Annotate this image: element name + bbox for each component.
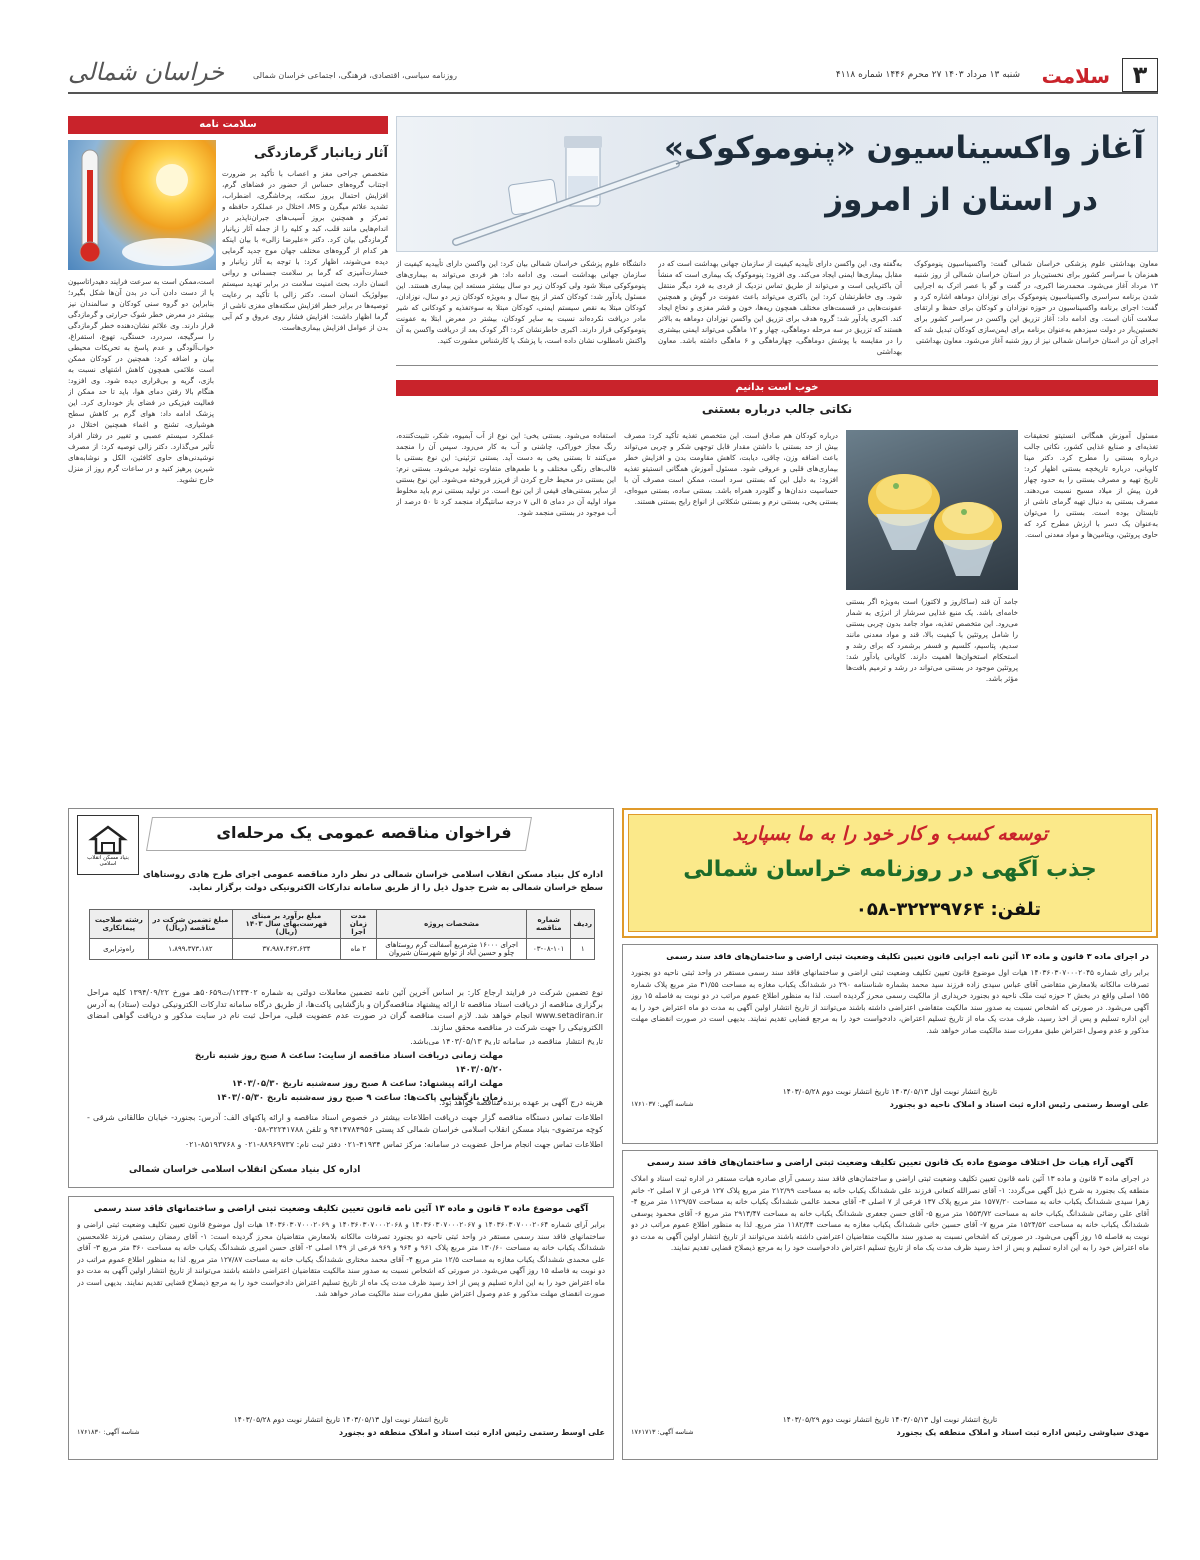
tender-contact [87,1097,603,1159]
promo-phone [856,899,1041,920]
table-cell: ۳۷،۹۸۷،۴۶۳،۶۳۴ [233,939,341,960]
salamat-nameh-header: سلامت نامه [68,116,388,134]
lead-col-2: به‌گفته وی، این واکسن دارای تأییدیه کیفیت از سازمان جهانی بهداشت است که در مقابل بیماری‌ها ایمنی ایجاد می‌کند. وی افزود: پنوموکوک یک بیماری است که منشأ آن باکتریایی است و می‌تواند از طریق تماس نزدیک از فردی به فرد دیگر منتقل شود. وی خاطرنشان کرد: این باکتری می‌تواند باعث عفونت در گوش و همچنین عفونت‌هایی در قسمت‌های مختلف همچون ریه‌ها، خون و قشر مغزی و نخاع ایجاد کند. اکبری یادآور شد: گروه هدف برای تزریق این واکسن نوزادان دوماهه به بالاتر هستند که تزریق در سه مرحله دوماهگی، چهار و ۱۲ ماهگی می‌تواند ایمنی بیشتری را در مقایسه با پوشش دوماهگی، چهارماهگی و ۶ ماهگی داشته باشد. معاون بهداشتی [658,259,902,356]
notice-code: شناسه آگهی: ۱۷۶۱۸۳۰ [77,1428,140,1436]
table-row [90,939,595,960]
notice-registry-1 [622,944,1158,1144]
col-header: شماره مناقصه [527,910,571,939]
housing-foundation-logo [77,815,139,875]
phone-label: تلفن: [990,899,1041,920]
masthead [68,58,1158,94]
deadline-docs: مهلت زمانی دریافت اسناد مناقصه از سایت: ساعت ۸ صبح روز شنبه تاریخ ۱۴۰۳/۰۵/۲۰ [195,1051,503,1075]
notice-signature: مهدی سیاوشی رئیس اداره ثبت اسناد و املاک منطقه یک بجنورد [896,1428,1149,1437]
lead-headline-1: آغاز واکسیناسیون «پنوموکوک» [664,130,1144,166]
page-number-box [1122,58,1158,92]
phone-number: ۳۲۲۳۹۷۶۴-۰۵۸ [855,899,985,920]
deadline-bid: مهلت ارائه پیشنهاد: ساعت ۸ صبح روز سه‌شنبه تاریخ ۱۴۰۳/۰۵/۳۰ [231,1079,503,1089]
table-cell: ۰۳-۰۸-۱۰۱ [527,939,571,960]
logo-caption: بنیاد مسکن انقلاب اسلامی [87,855,129,867]
vaccine-illustration [436,124,696,249]
promo-line-2: جذب آگهی در روزنامه خراسان شمالی [683,857,1097,882]
notice-body: در اجرای ماده ۳ قانون و ماده ۱۳ آئین نامه قانون تعیین تکلیف وضعیت ثبتی اراضی و ساختمان‌های فاقد سند رسمی آرای صادره هیات مستقر در اداره ثبت اسناد و املاک منطقه یک بجنورد به شرح ذیل آگهی می‌گردد: ۱- آقای نصرالله کنعانی فرزند علی ششدانگ یکباب خانه به مساحت ۲۱۲/۹۹ متر مربع پلاک ۱۲۷ فرعی از ۷ اصلی ۲- خانم زهرا سیدی ششدانگ یکباب خانه به مساحت ۱۵۷۷/۲۰ متر مربع پلاک ۱۳۷ فرعی از ۷ اصلی ۳- آقای محمد عالمی ششدانگ یکباب خانه به مساحت ۱۱۲۹/۵۷ متر مربع ۴- آقای علی رضائی ششدانگ یکباب خانه به مساحت ۱۵۵۳/۷۲ متر مربع ۵- آقای حسن جعفری ششدانگ یکباب خانه به مساحت ۲۹۱۳/۴۷ متر مربع ۶- آقای محمود یوسفی ششدانگ یکباب خانه به مساحت ۱۵۲۴/۵۲ متر مربع ۷- آقای حسین خانی ششدانگ یکباب مغازه به مساحت ۱۱۸۲/۴۴ متر مربع. لذا به منظور اطلاع عموم مراتب در دو نوبت به فاصله ۱۵ روز آگهی می‌شود. در صورتی که اشخاص نسبت به صدور سند مالکیت متقاضیان اعتراضی داشته باشند می‌توانند از تاریخ انتشار اولین آگهی به مدت دو ماه اعتراض خود را به این اداره تسلیم و پس از اخذ رسید ظرف مدت یک ماه از تاریخ تسلیم اعتراض دادخواست خود را به مرجع ذیصلاح قضایی تقدیم نمایند. [631,1174,1149,1252]
sun-icon [156,164,188,196]
ice-cream-photo [846,430,1018,590]
notice-signature: علی اوسط رستمی رئیس اداره ثبت اسناد و املاک منطقه دو بجنورد [338,1428,605,1437]
ad-promo-inner [628,814,1152,932]
nutrition-col-4: استفاده می‌شود. بستنی یخی: این نوع از آب آبمیوه، شکر، تثبیت‌کننده، رنگ مجاز خوراکی، چاشنی و آب به کار می‌رود. سپس آن را منجمد می‌کنند تا بستنی یخی به دست آید. بستنی تزئینی: این نوع بستنی با قالب‌های رنگی مختلف و با طعم‌های متفاوت تولید می‌شود. بستنی نرم: این بستنی در محیط خارج کردن از فریزر فروخته می‌شود. این نوع بستنی از سایر بستنی‌های قیفی از این نوع است. در تولید بستنی نرم باید مخلوط مواد اولیه آن در دمای ۵ الی ۷ درجه سانتیگراد منجمد کرد تا ۵۰ درصد از آب موجود در بستنی منجمد شود. [396,431,616,517]
tender-note: تاریخ انتشار مناقصه در سامانه تاریخ ۱۴۰۳/۰۵/۱۳ می‌باشد. [410,1037,603,1045]
salamat-nameh [68,116,388,800]
col-header: مبلغ برآورد بر مبنای فهرست‌بهای سال ۱۴۰۳ (ریال) [233,910,341,939]
tender-footer-note: اطلاعات تماس جهت انجام مراحل عضویت در سامانه: مرکز تماس ۴۱۹۳۴-۰۲۱ دفتر ثبت نام: ۸۸۹۶۹۷۳۷-۰۲۱ و ۸۵۱۹۳۷۶۸-۰۲۱ [184,1140,603,1149]
nutrition-article [396,380,1158,800]
cloud-icon [122,238,214,266]
lead-headline-2: در استان از امروز [825,182,1098,218]
notice-title: آگهی آراء هیات حل اختلاف موضوع ماده یک قانون تعیین تکلیف وضعیت ثبتی اراضی و ساختمان‌های فاقد سند رسمی [646,1158,1134,1168]
lead-article [396,116,1158,366]
tender-ad [68,808,614,1188]
newspaper-logo: خراسان شمالی [68,58,225,86]
tender-signature: اداره کل بنیاد مسکن انقلاب اسلامی خراسان شمالی [129,1165,361,1175]
tender-title: فراخوان مناقصه عمومی یک مرحله‌ای [216,823,512,842]
notice-signature: علی اوسط رستمی رئیس اداره ثبت اسناد و املاک ناحیه دو بجنورد [889,1100,1149,1109]
table-cell: اجرای ۱۶۰۰۰ مترمربع آسفالت گرم روستاهای چلو و حسین آباد از توابع شهرستان شیروان [377,939,527,960]
notice-code: شناسه آگهی: ۱۷۶۱۰۳۷ [631,1100,694,1108]
page-number: ۳ [1132,61,1148,89]
notice-body: برابر آرای شماره ۱۴۰۳۶۰۳۰۷۰۰۰۲۰۶۴ و ۱۴۰۳۶۰۳۰۷۰۰۰۲۰۶۷ و ۱۴۰۳۶۰۳۰۷۰۰۰۲۰۶۸ و ۱۴۰۳۶۰۳۰۷۰۰۰۲۰۶۹ هیات اول موضوع قانون تعیین تکلیف وضعیت ثبتی اراضی و ساختمانهای فاقد سند رسمی مستقر در واحد ثبتی ناحیه دو بجنورد تصرفات مالکانه بلامعارض متقاضیان محرز گردیده است: ۱- آقای رمضان رستمی فرزند غلامحسین ششدانگ یکباب خانه به مساحت ۱۳۰/۶۰ متر مربع پلاک ۹۶۱ و ۹۶۴ و ۹۶۹ فرعی از ۱۴۹ اصلی ۲- آقای حسن امیری ششدانگ یکباب خانه به مساحت ۳۶۰ متر مربع ۳- آقای علی محمدی ششدانگ یکباب مغازه به مساحت ۱۲/۵ متر مربع ۴- آقای محمد مختاری ششدانگ یکباب خانه به مساحت ۱۲۷/۸۷ متر مربع. لذا به منظور اطلاع عموم مراتب در دو نوبت به فاصله ۱۵ روز آگهی می‌شود. در صورتی که اشخاص نسبت به صدور سند مالکیت متقاضیان اعتراضی داشته باشند می‌توانند از تاریخ انتشار اولین آگهی به مدت دو ماه اعتراض خود را به این اداره تسلیم و پس از اخذ رسید ظرف مدت یک ماه از تاریخ تسلیم اعتراض دادخواست خود را به مرجع ذیصلاح قضایی تقدیم نمایند. بدیهی است در صورت انقضای مهلت مذکور و عدم وصول اعتراض طبق مقررات سند مالکیت صادر خواهد شد. [77,1220,605,1298]
notice-code: شناسه آگهی: ۱۷۶۱۷۱۳ [631,1428,694,1436]
deadline-opening: زمان بازگشایی پاکت‌ها: ساعت ۹ صبح روز سه‌شنبه تاریخ ۱۴۰۳/۰۵/۳۰ [216,1093,503,1103]
col-header: ردیف [571,910,595,939]
notice-title: در اجرای ماده ۳ قانون و ماده ۱۳ آئین نامه اجرایی قانون تعیین تکلیف وضعیت ثبتی اراضی و ساختمان‌های فاقد سند رسمی [666,952,1149,961]
col-header: مبلغ تضمین شرکت در مناقصه (ریال) [148,910,232,939]
lead-col-1: معاون بهداشتی علوم پزشکی خراسان شمالی گفت: واکسیناسیون پنوموکوک همزمان با سراسر کشور برای نخستین‌بار در استان خراسان شمالی از روز شنبه ۱۳ مرداد آغاز می‌شود. محمدرضا اکبری، در گفت و گو با عصر اترک به اجرایی شدن برنامه سراسری واکسیناسیون پنوموکوک برای نوزادان دوماهه اشاره کرد و گفت: اجرای برنامه واکسیناسیون در حوزه نوزادان و کودکان برای حفظ و ارتقای سلامت آنان است. وی ادامه داد: آغاز تزریق این واکسن در سراسر کشور برای نخستین‌بار در دولت سیزدهم به‌عنوان برنامه برای ایمن‌سازی کودکان تبدیل شد که اجرای آن در استان خراسان شمالی نیز از روز شنبه آغاز می‌شود. معاون بهداشتی [914,259,1158,345]
notice-dates: تاریخ انتشار نوبت اول ۱۴۰۳/۰۵/۱۳ تاریخ انتشار نوبت دوم ۱۴۰۳/۰۵/۲۹ [782,1415,998,1424]
notice-title: آگهی موضوع ماده ۳ قانون و ماده ۱۳ آئین نامه قانون تعیین تکلیف وضعیت ثبتی اراضی و ساختمانهای فاقد سند رسمی [93,1204,589,1214]
newspaper-tagline: روزنامه سیاسی، اقتصادی، فرهنگی، اجتماعی خراسان شمالی [253,71,457,80]
notice-registry-3 [68,1196,614,1460]
heat-thermometer-photo [68,140,216,270]
nutrition-col-1: مسئول آموزش همگانی انستیتو تحقیقات تغذیه‌ای و صنایع غذایی کشور، نکاتی جالب درباره بستنی را مطرح کرد. دکتر مینا کاویانی، درباره تاریخچه بستنی اظهار کرد: تاریخ تهیه و مصرف بستنی را به حدود چهار قرن پیش از میلاد مسیح نسبت می‌دهند. مصرف بستنی به دنبال تهیه گرمای ناشی از تابستان بوده است. بستنی را می‌توان به‌عنوان یک دسر با ارزش مطرح کرد که حاوی پروتئین، ویتامین‌ها و مواد معدنی است. [1024,431,1158,539]
nutrition-header: خوب است بدانیم [396,380,1158,396]
tender-table [89,909,595,960]
table-cell: ۱،۸۹۹،۳۷۳،۱۸۲ [148,939,232,960]
table-cell: ۲ ماه [340,939,376,960]
ad-promo-box [622,808,1158,938]
table-cell: ۱ [571,939,595,960]
tender-table-header-row [90,910,595,939]
issue-date-line: شنبه ۱۳ مرداد ۱۴۰۳ ۲۷ محرم ۱۴۴۶ شماره ۴۱۱۸ [835,70,1020,80]
tender-footer-note: اطلاعات تماس دستگاه مناقصه گزار جهت دریافت اطلاعات بیشتر در خصوص اسناد مناقصه و ارائه پاکتهای الف: آدرس: بجنورد- خیابان طالقانی شرقی - کوچه مرتضوی- بنیاد مسکن انقلاب اسلامی خراسان شمالی کد پستی ۹۴۱۴۷۸۴۹۵۶ و تلفن ۳۲۲۴۱۷۸۸-۰۵۸ [87,1113,603,1134]
promo-line-1: توسعه کسب و کار خود را به ما بسپارید [732,823,1048,845]
nutrition-col-2: جامد آن قند (ساکاروز و لاکتوز) است به‌ویژه اگر بستنی خامه‌ای باشد. یک منبع غذایی سرشار از انرژی به شمار می‌رود. این متخصص تغذیه، مواد جامد بدون چربی بستنی را شامل پروتئین با کیفیت بالا، قند و مواد معدنی مانند سدیم، پتاسیم، کلسیم و فسفر برشمرد که برای رشد و استحکام استخوان‌ها اهمیت دارند. کاویانی یادآور شد: پروتئین موجود در بستنی می‌تواند در رشد و ترمیم بافت‌ها مؤثر باشد. [846,597,1018,683]
nutrition-col-3: درباره کودکان هم صادق است. این متخصص تغذیه تأکید کرد: مصرف بیش از حد بستنی با داشتن مقدار قابل توجهی شکر و چربی می‌تواند باعث اضافه وزن، چاقی، دیابت، کاهش مقاومت بدن و افزایش خطر بیماری‌های قلبی و عروقی شود. مسئول آموزش همگانی انستیتو تغذیه افزود: به دلیل این که بستنی سرد است، ممکن است مصرف آن با حساسیت دندان‌ها و گلودرد همراه باشد. بستنی ساده، بستنی میوه‌ای، بستنی یخی، بستنی نرم و بستنی شکلاتی از انواع رایج بستنی هستند. [624,431,838,506]
col-header: مشخصات پروژه [377,910,527,939]
notice-body: برابر رای شماره ۱۴۰۳۶۰۳۰۷۰۰۰۲۰۴۵ هیات اول موضوع قانون تعیین تکلیف وضعیت ثبتی اراضی و ساختمانهای فاقد سند رسمی مستقر در واحد ثبتی ناحیه دو بجنورد تصرفات مالکانه بلامعارض متقاضی آقای عباس سیدی زاده فرزند سید محمد بشماره شناسنامه ۲۹۰ در ششدانگ یکباب مغازه به مساحت ۳۱/۵۵ متر مربع پلاک شماره ۱۵۵ اصلی واقع در بخش ۲ حوزه ثبت ملک ناحیه دو بجنورد خریداری از مالکیت رسمی محرز گردیده است. لذا به منظور اطلاع عموم مراتب در دو نوبت به فاصله ۱۵ روز آگهی می‌شود. در صورتی که اشخاص نسبت به صدور سند مالکیت متقاضی اعتراضی داشته باشند می‌توانند از تاریخ انتشار اولین آگهی به مدت دو ماه اعتراض خود را به این اداره تسلیم و پس از اخذ رسید، ظرف مدت یک ماه از تاریخ تسلیم اعتراض، دادخواست خود را به مرجع قضایی تقدیم نمایند. بدیهی است در صورت انقضای مهلت مذکور و عدم وصول اعتراض طبق مقررات سند مالکیت صادر خواهد شد. [631,968,1149,1035]
tender-intro: اداره کل بنیاد مسکن انقلاب اسلامی خراسان شمالی در نظر دارد مناقصه عمومی اجرای طرح هادی روستاهای سطح خراسان شمالی به شرح جدول ذیل را از طریق سامانه تدارکات الکترونیکی دولت برگزار نماید. [143,870,603,893]
salamat-col-left: است،ممکن است به سرعت فرایند دهیدراتاسیون یا از دست دادن آب در بدن آن‌ها شکل بگیرد؛ بنابراین دو گروه سنی کودکان و سالمندان نیز بیشتر در معرض خطر شوک حرارتی و گرمازدگی قرار دارند. وی علائم نشان‌دهنده خطر گرمازدگی را سرگیجه، سردرد، خستگی، تهوع، استفراغ، خواب‌آلودگی و عدم پاسخ به تحریکات محیطی بیان و اضافه کرد: همچنین در کودکان ممکن است علائمی همچون کاهش اشتهای نسبت به بازی، گریه و بی‌قراری دیده شود. وی افزود: هنگام بالا رفتن دمای هوا، باید تا حد ممکن از فعالیت فیزیکی در فضای باز خودداری کرد. این پزشک ادامه داد: هوای گرم بر کاهش سطح هوشیاری، تشنج و اغماء همچنین اختلال در عملکرد سیستم عصبی و تغییر در رفتار افراد تأثیر می‌گذارد. دکتر زالی توصیه کرد: از مصرف نوشیدنی‌های حاوی کافئین، الکل و نوشابه‌های شیرین پرهیز کنید و در ساعات گرم روز از منزل خارج نشوید. [68,277,214,484]
notice-dates: تاریخ انتشار نوبت اول ۱۴۰۳/۰۵/۱۳ تاریخ انتشار نوبت دوم ۱۴۰۳/۰۵/۲۸ [233,1415,449,1424]
tender-footer-note: هزینه درج آگهی بر عهده برنده مناقصه خواهد بود. [438,1098,603,1107]
nutrition-title: نکاتی جالب درباره بستنی [701,402,853,416]
salamat-nameh-title: آثار زیانبار گرمازدگی [254,146,388,161]
table-cell: راه‌وترابری [90,939,149,960]
section-name: سلامت [1041,64,1110,88]
tender-notes [87,987,603,1045]
lead-col-3: دانشگاه علوم پزشکی خراسان شمالی بیان کرد: این واکسن دارای تأییدیه کیفیت از سازمان جهانی بهداشت است. وی ادامه داد: هر فردی می‌تواند به بیماری‌های پنوموکوکی مبتلا شود ولی کودکان زیر دو سال بیشتر مستعد این بیماری هستند. این مسئول یادآور شد: کودکان کمتر از پنج سال و به‌ویژه کودکان زیر دو سال، نوزادان، کودکان مبتلا به نقص سیستم ایمنی، کودکان مبتلا به سوءتغذیه و کودکانی که شیر مادر دریافت نکرده‌اند نسبت به سایر کودکان، بیشتر در معرض ابتلا به عفونت پنوموکوکی قرار دارند. اکبری خاطرنشان کرد: اگر کودک بعد از دریافت واکسن به آن واکنش نامطلوب نشان داده است، با پزشک یا کارشناس مشورت کنید. [396,259,646,345]
col-header: مدت زمان اجرا [340,910,376,939]
salamat-col-right: متخصص جراحی مغز و اعصاب با تأکید بر ضرورت اجتناب گروه‌های حساس از حضور در فضاهای گرم، افزایش احتمال بروز سکته، پرخاشگری، اضطراب، تشدید علائم میگرن و MS، اختلال در عملکرد حافظه و تمرکز و همچنین بروز آسیب‌های جبران‌ناپذیر در اندام‌هایی مانند قلب، کبد و کلیه را از جمله آثار زیانبار گرمازدگی بیان کرد. دکتر «علیرضا زالی» با بیان اینکه هر کدام از گروه‌های مختلف جهان موج جدید گرمایی دیده می‌شوند، اظهار کرد: با توجه به آثار زیانبار و خسارت‌آمیزی که گرما بر سلامت جسمانی و روانی انسان دارد، بحث امنیت سلامت در برابر تهدید سیستم بیولوژیک انسان است. دکتر زالی با تأکید بر رعایت توصیه‌ها در برابر خطر افزایش سکته‌های مغزی ناشی از گرما اظهار داشت: افزایش فشار روی عروق و کم آبی بدن از عوامل افزایش بیماری‌هاست. [222,169,388,332]
notice-registry-2 [622,1150,1158,1460]
col-header: رشته صلاحیت پیمانکاری [90,910,149,939]
notice-dates: تاریخ انتشار نوبت اول ۱۴۰۳/۰۵/۱۳ تاریخ انتشار نوبت دوم ۱۴۰۳/۰۵/۲۸ [782,1087,998,1096]
tender-note: نوع تضمین شرکت در فرایند ارجاع کار: بر اساس آخرین آئین نامه تضمین معاملات دولتی به شماره ۱۲۳۴۰۲/ت۵۰۶۵۹هـ مورخ ۱۳۹۴/۰۹/۲۲ کلیه مراحل برگزاری مناقصه از دریافت اسناد مناقصه تا ارائه پیشنهاد مناقصه‌گران و بازگشایی پاکت‌ها، از طریق درگاه سامانه تدارکات الکترونیکی دولت (ستاد) به آدرس www.setadiran.ir انجام خواهد شد. لازم است مناقصه گران در صورت عدم عضویت قبلی، مراحل ثبت نام در سایت مذکور و دریافت گواهی امضای الکترونیکی را جهت شرکت در مناقصه محقق سازند. [87,988,603,1032]
